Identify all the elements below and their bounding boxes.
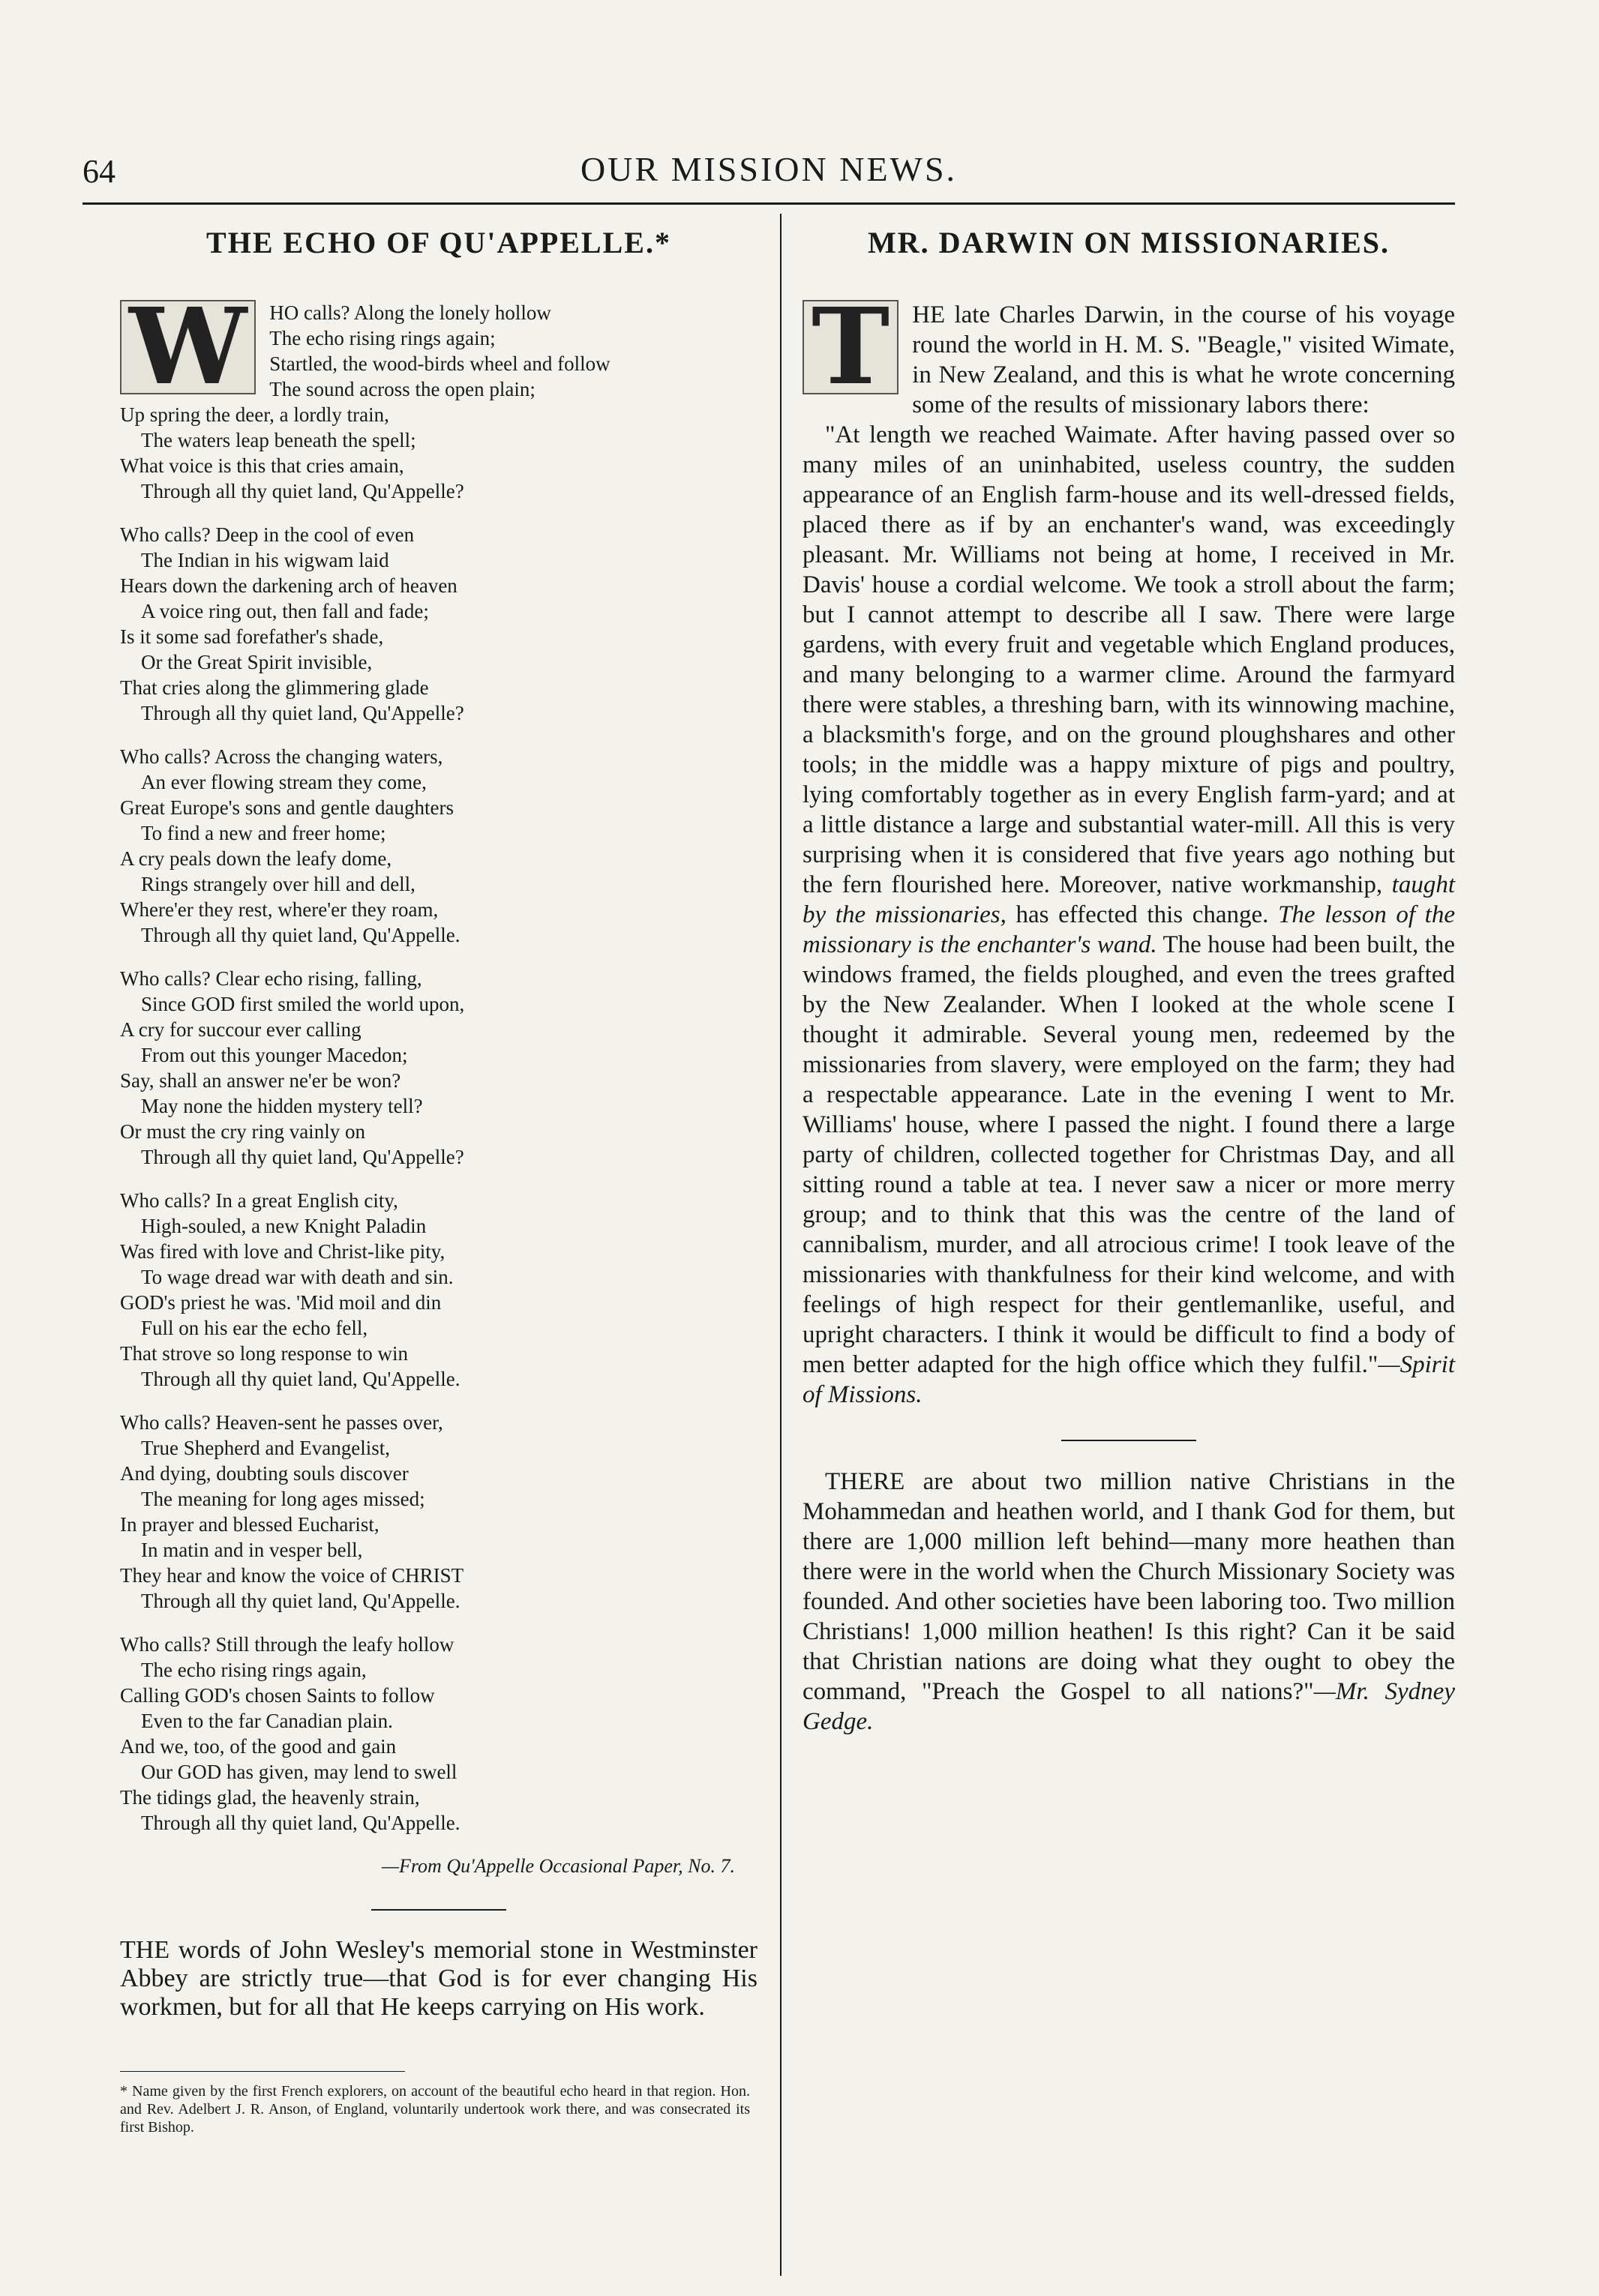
poem-title: THE ECHO OF QU'APPELLE.*	[206, 226, 671, 259]
poem-stanza	[120, 966, 758, 1170]
poem-line: Through all thy quiet land, Qu'Appelle?	[141, 1146, 464, 1168]
column-divider	[780, 214, 782, 2276]
poem-line: A cry for succour ever calling	[120, 1018, 362, 1041]
poem-line: Through all thy quiet land, Qu'Appelle?	[141, 480, 464, 502]
poem-line: What voice is this that cries amain,	[120, 454, 404, 477]
poem-line: Who calls? In a great English city,	[120, 1189, 398, 1212]
poem-line: May none the hidden mystery tell?	[141, 1095, 423, 1117]
poem-stanza	[120, 1632, 758, 1836]
poem-line: The echo rising rings again;	[269, 327, 496, 349]
poem-line: Who calls? Across the changing waters,	[120, 745, 443, 768]
poem-stanza	[120, 1410, 758, 1614]
page-header	[82, 146, 1455, 199]
page-number: 64	[82, 153, 116, 190]
poem-line: The echo rising rings again,	[141, 1659, 367, 1681]
poem-stanza	[120, 522, 758, 726]
poem-line: Was fired with love and Christ-like pity,	[120, 1240, 446, 1263]
separator-rule-right	[1061, 1440, 1196, 1441]
quote-italic-2: The lesson of the missionary is the enchanter's wand.	[802, 901, 1455, 958]
poem-line: They hear and know the voice of CHRIST	[120, 1564, 464, 1587]
article-title: MR. DARWIN ON MISSIONARIES.	[868, 226, 1390, 259]
poem-line: A cry peals down the leafy dome,	[120, 847, 392, 870]
poem-line: Up spring the deer, a lordly train,	[120, 403, 389, 426]
poem-line: The meaning for long ages missed;	[141, 1488, 425, 1510]
poem-line: The tidings glad, the heavenly strain,	[120, 1786, 420, 1809]
poem-line: Through all thy quiet land, Qu'Appelle.	[141, 924, 460, 946]
quote-source: —Spirit of Missions.	[802, 1351, 1455, 1408]
darwin-quote	[802, 420, 1455, 1410]
poem-line: An ever flowing stream they come,	[141, 771, 427, 793]
quote-part-2: has effected this change.	[1006, 901, 1279, 928]
poem-line: Through all thy quiet land, Qu'Appelle?	[141, 702, 464, 724]
poem-line: That strove so long response to win	[120, 1342, 408, 1365]
poem-line: Through all thy quiet land, Qu'Appelle.	[141, 1368, 460, 1390]
poem-line: Startled, the wood-birds wheel and follow	[269, 352, 610, 375]
poem-line: Through all thy quiet land, Qu'Appelle.	[141, 1812, 460, 1834]
poem-line: Calling GOD's chosen Saints to follow	[120, 1684, 435, 1707]
statistics-paragraph	[802, 1467, 1455, 1737]
article-intro: HE late Charles Darwin, in the course of his voyage round the world in H. M. S. "Beagle," visited Wimate, in New Zealand, and this is what he wrote concerning some of the results of missionary labors there:	[912, 301, 1455, 418]
poem-stanzas	[120, 300, 758, 1836]
poem-line: Who calls? Heaven-sent he passes over,	[120, 1411, 443, 1434]
poem-line: Rings strangely over hill and dell,	[141, 873, 416, 895]
footnote: * Name given by the first French explorers, on account of the beautiful echo heard in that region. Hon. and Rev. Adelbert J. R. Anson, of England, voluntarily undertook work there, and was consecrated its first Bishop.	[120, 2083, 750, 2136]
right-column	[802, 225, 1455, 1737]
poem-line: Great Europe's sons and gentle daughters	[120, 796, 454, 819]
poem-line: That cries along the glimmering glade	[120, 676, 429, 699]
statistics-source: —Mr. Sydney Gedge.	[802, 1678, 1455, 1735]
poem-line: High-souled, a new Knight Paladin	[141, 1215, 427, 1237]
poem-line: And we, too, of the good and gain	[120, 1735, 397, 1758]
poem-line: Who calls? Deep in the cool of even	[120, 523, 415, 546]
poem-line: Or must the cry ring vainly on	[120, 1120, 365, 1143]
quote-italic-1: taught by the missionaries,	[802, 871, 1455, 928]
poem-line: Say, shall an answer ne'er be won?	[120, 1069, 401, 1092]
poem-line: The Indian in his wigwam laid	[141, 549, 389, 571]
poem-line: In matin and in vesper bell,	[141, 1539, 363, 1561]
poem-line: Since GOD first smiled the world upon,	[141, 993, 465, 1015]
poem-line: Where'er they rest, where'er they roam,	[120, 898, 439, 921]
poem-line: Or the Great Spirit invisible,	[141, 651, 373, 673]
poem-line: The sound across the open plain;	[269, 378, 536, 400]
poem-line: Full on his ear the echo fell,	[141, 1317, 368, 1339]
poem-line: Is it some sad forefather's shade,	[120, 625, 384, 648]
poem-attribution: —From Qu'Appelle Occasional Paper, No. 7.	[381, 1855, 735, 1877]
poem-line: To find a new and freer home;	[141, 822, 386, 844]
article-dropcap: T	[802, 300, 898, 394]
poem-line: A voice ring out, then fall and fade;	[141, 600, 429, 622]
quote-part-1: "At length we reached Waimate. After having passed over so many miles of an uninhabited, useless country, the sudden appearance of an English farm-house and its well-dressed fields, placed there as if by an enchanter's wand, was exceedingly pleasant. Mr. Williams not being at home, I received in Mr. Davis' house a cordial welcome. We took a stroll about the farm; but I cannot attempt to describe all I saw. There were large gardens, with every fruit and vegetable which England produces, and many belonging to a warmer clime. Around the farmyard there were stables, a threshing barn, with its winnowing machine, a blacksmith's forge, and on the ground ploughshares and other tools; in the middle was a happy mixture of pigs and poultry, lying comfortably together as in every English farm-yard; and at a little distance a large and substantial water-mill. All this is very surprising when it is considered that five years ago nothing but the fern flourished here. Moreover, native workmanship,	[802, 421, 1455, 898]
header-rule	[82, 202, 1455, 205]
poem-line: From out this younger Macedon;	[141, 1044, 408, 1066]
poem-line: True Shepherd and Evangelist,	[141, 1437, 390, 1459]
poem-line: Hears down the darkening arch of heaven	[120, 574, 458, 597]
poem-line: To wage dread war with death and sin.	[141, 1266, 454, 1288]
statistics-lead: THERE	[825, 1468, 905, 1495]
poem-line: Who calls? Still through the leafy hollow	[120, 1633, 454, 1656]
poem-stanza	[120, 744, 758, 948]
running-title: OUR MISSION NEWS.	[580, 150, 958, 188]
wesley-paragraph	[120, 1936, 758, 2022]
poem-dropcap: W	[120, 300, 256, 394]
quote-part-3: The house had been built, the windows framed, the fields ploughed, and even the trees grafted by the New Zealander. When I looked at the whole scene I thought it admirable. Several young men, redeemed by the missionaries from slavery, were employed on the farm; they had a respectable appearance. Late in the evening I went to Mr. Williams' house, where I passed the night. I found there a large party of children, collected together for Christmas Day, and all sitting round a table at tea. I never saw a nicer or more merry group; and to think that this was the centre of the land of cannibalism, murder, and all atrocious crime! I took leave of the missionaries with thankfulness for their kind welcome, and with feelings of high respect for their gentlemanlike, useful, and upright characters. I think it would be difficult to find a body of men better adapted for the high office which they fulfil."	[802, 931, 1456, 1378]
footnote-rule	[120, 2071, 405, 2072]
poem-line: The waters leap beneath the spell;	[141, 429, 416, 451]
separator-rule	[371, 1909, 506, 1911]
left-column	[120, 225, 758, 2136]
poem-line: Who calls? Clear echo rising, falling,	[120, 967, 422, 990]
poem-line: HO calls? Along the lonely hollow	[269, 301, 551, 324]
statistics-text: are about two million native Christians in the Mohammedan and heathen world, and I thank God for them, but there are 1,000 million left behind—many more heathen than there were in the world when the Church Missionary Society was founded. And other societies have been laboring too. Two million Christians! 1,000 million heathen! Is this right? Can it be said that Christian nations are doing what they ought to obey the command, "Preach the Gospel to all nations?"	[802, 1468, 1455, 1705]
poem	[120, 286, 758, 1836]
poem-line: In prayer and blessed Eucharist,	[120, 1513, 380, 1536]
poem-line: Our GOD has given, may lend to swell	[141, 1761, 458, 1783]
wesley-text: words of John Wesley's memorial stone in Westminster Abbey are strictly true—that God is for ever changing His workmen, but for all that He keeps carrying on His work.	[120, 1936, 758, 2021]
wesley-lead: THE	[120, 1936, 170, 1964]
poem-line: Through all thy quiet land, Qu'Appelle.	[141, 1590, 460, 1612]
poem-line: Even to the far Canadian plain.	[141, 1710, 393, 1732]
poem-stanza	[120, 1188, 758, 1392]
poem-line: GOD's priest he was. 'Mid moil and din	[120, 1291, 442, 1314]
poem-line: And dying, doubting souls discover	[120, 1462, 409, 1485]
